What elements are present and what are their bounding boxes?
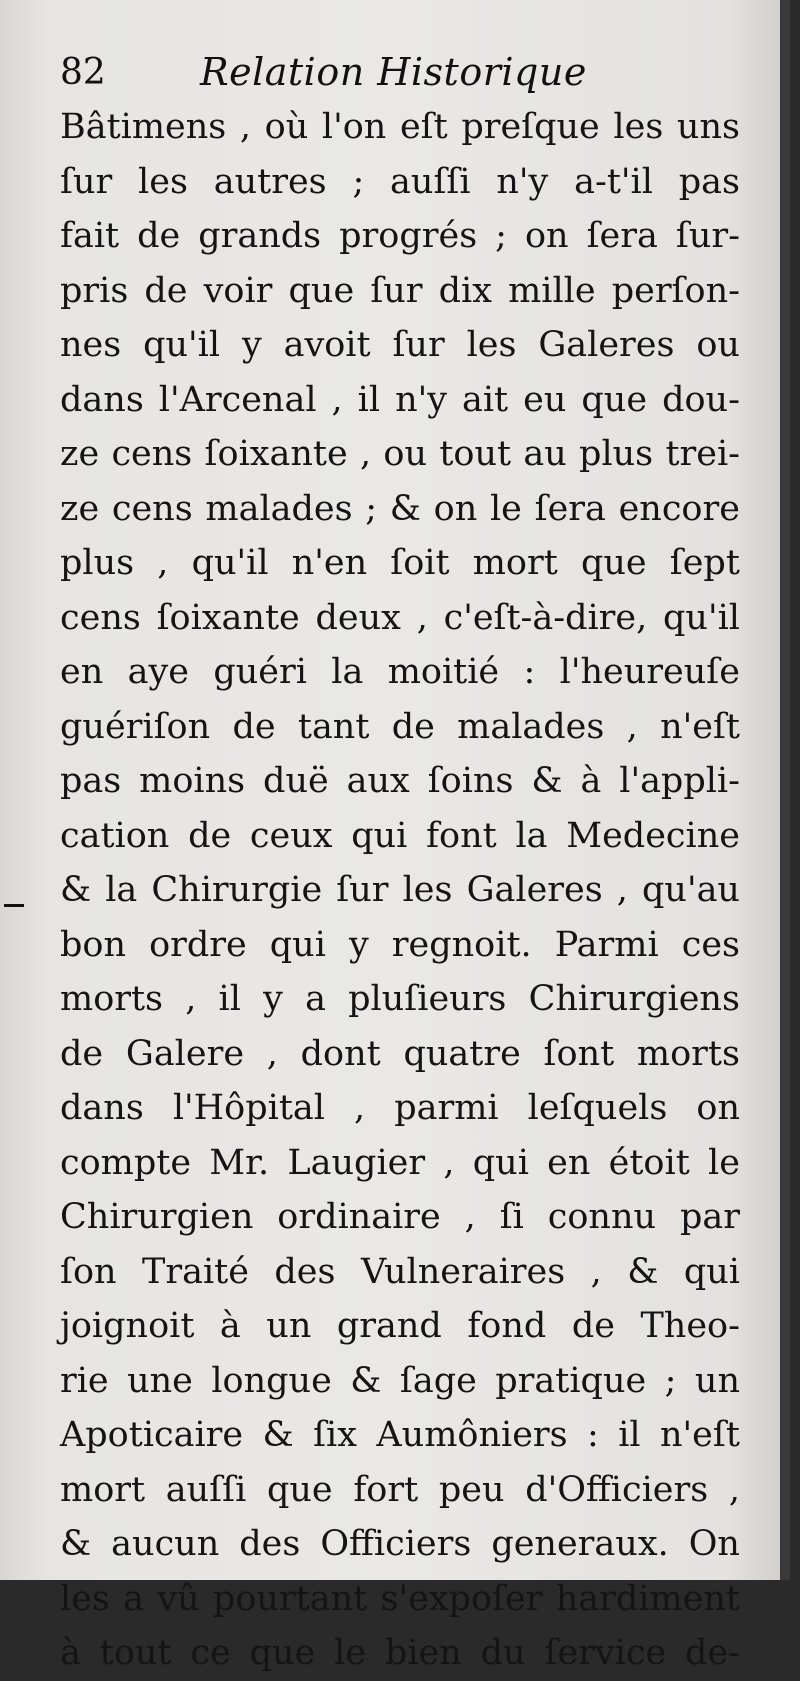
- word: ,: [626, 706, 638, 747]
- word: au: [523, 434, 567, 474]
- text-line: [60, 1354, 740, 1409]
- word: qu'il: [191, 543, 269, 583]
- word: n'eſt: [660, 1415, 740, 1455]
- word: ces: [681, 924, 740, 965]
- word: ze: [60, 488, 100, 529]
- word: Aumôniers: [376, 1415, 568, 1455]
- word: à: [60, 1633, 81, 1673]
- word: ou: [383, 434, 428, 474]
- word: joignoit: [60, 1306, 195, 1346]
- word: pas: [678, 161, 740, 202]
- word: Galeres: [538, 325, 675, 365]
- word: à: [580, 761, 602, 801]
- word: ſoins: [427, 761, 514, 801]
- word: mort: [472, 543, 558, 583]
- word: ait: [462, 379, 509, 420]
- word: Chirurgien: [60, 1197, 254, 1237]
- word: ,: [185, 979, 197, 1019]
- word: mort: [60, 1469, 146, 1510]
- word: encore: [618, 488, 740, 529]
- word: ſur-: [675, 216, 740, 256]
- word: ſi: [499, 1197, 524, 1237]
- word: les: [60, 1578, 110, 1619]
- word: que: [581, 379, 648, 420]
- word: bien: [384, 1633, 462, 1673]
- word: de: [571, 1306, 615, 1346]
- word: de: [232, 706, 276, 747]
- page-header: [60, 48, 700, 100]
- word: pris: [60, 270, 129, 311]
- text-line: [60, 863, 740, 918]
- word: :: [587, 1415, 599, 1455]
- word: des: [239, 1524, 301, 1564]
- word: le: [708, 1142, 740, 1183]
- word: voir: [203, 270, 273, 311]
- word: à: [219, 1306, 241, 1346]
- word: auſſi: [390, 161, 471, 202]
- text-line: [60, 918, 740, 973]
- word: ſera: [534, 488, 606, 529]
- word: morts: [636, 1033, 740, 1074]
- text-line: [60, 1027, 740, 1082]
- word: qui: [683, 1251, 740, 1292]
- word: regnoit.: [391, 924, 532, 965]
- word: en: [547, 1142, 591, 1183]
- running-title: Relation Historique: [200, 50, 587, 94]
- text-line: [60, 318, 740, 373]
- word: On: [688, 1524, 740, 1564]
- word: ,: [331, 379, 343, 420]
- word: guériſon: [60, 706, 211, 747]
- word: l'Hôpital: [172, 1088, 325, 1128]
- word: Galeres: [466, 870, 603, 910]
- word: dont: [300, 1033, 381, 1074]
- word: le: [334, 1633, 367, 1673]
- word: les: [613, 107, 664, 147]
- word: Bâtimens: [60, 107, 227, 147]
- word: plus: [579, 434, 654, 474]
- word: Chirurgiens: [528, 979, 740, 1019]
- text-line: [60, 1408, 740, 1463]
- word: on: [433, 488, 478, 529]
- word: &: [350, 1360, 382, 1401]
- word: cens: [111, 488, 193, 529]
- word: il: [357, 379, 381, 420]
- word: qu'au: [642, 870, 740, 910]
- word: aux: [346, 761, 410, 801]
- word: ſoixante: [156, 597, 300, 638]
- word: fond: [467, 1306, 547, 1346]
- word: n'eſt: [660, 706, 740, 747]
- word: les: [138, 161, 188, 202]
- text-line: [60, 373, 740, 428]
- word: Laugier: [287, 1142, 426, 1183]
- text-line: [60, 482, 740, 537]
- word: de: [144, 270, 188, 311]
- word: de: [391, 706, 435, 747]
- word: ſur: [60, 161, 113, 202]
- page-number: 82: [60, 52, 106, 93]
- word: le: [489, 488, 522, 529]
- word: ſix: [313, 1415, 357, 1455]
- margin-mark: [4, 904, 24, 907]
- word: les: [466, 325, 517, 365]
- word: c'eſt-à-dire,: [443, 597, 648, 638]
- word: l'Arcenal: [158, 379, 317, 420]
- word: leſquels: [527, 1088, 668, 1128]
- text-line: [60, 1299, 740, 1354]
- word: ,: [266, 1033, 278, 1074]
- word: ce: [190, 1633, 231, 1673]
- word: ,: [354, 1088, 366, 1128]
- word: malades: [205, 488, 353, 529]
- word: de-: [685, 1633, 740, 1673]
- word: dans: [60, 1088, 144, 1128]
- word: auſſi: [165, 1469, 247, 1510]
- word: eu: [523, 379, 567, 420]
- word: ;: [495, 216, 507, 256]
- text-line: [60, 1517, 740, 1572]
- word: ſur: [392, 325, 445, 365]
- word: ſoit: [390, 543, 450, 583]
- word: pas: [60, 761, 122, 801]
- word: &: [531, 761, 563, 801]
- word: a-t'il: [574, 161, 653, 202]
- text-line: [60, 591, 740, 646]
- text-line: [60, 972, 740, 1027]
- word: des: [274, 1251, 336, 1292]
- word: longue: [211, 1360, 332, 1401]
- word: ,: [443, 1142, 455, 1183]
- word: ,: [416, 597, 428, 638]
- word: la: [515, 815, 548, 856]
- word: tant: [297, 706, 370, 747]
- word: du: [480, 1633, 526, 1673]
- word: y: [348, 924, 369, 965]
- text-line: [60, 536, 740, 591]
- word: quatre: [403, 1033, 521, 1074]
- word: Traité: [142, 1251, 249, 1292]
- word: a: [305, 979, 326, 1019]
- text-line: [60, 264, 740, 319]
- word: font: [426, 815, 497, 856]
- text-line: [60, 1136, 740, 1191]
- word: qu'il: [663, 597, 740, 638]
- word: generaux.: [491, 1524, 669, 1564]
- word: ordinaire: [277, 1197, 441, 1237]
- text-line: [60, 1190, 740, 1245]
- word: n'y: [496, 161, 549, 202]
- word: une: [127, 1360, 193, 1401]
- word: un: [266, 1306, 312, 1346]
- word: la: [105, 870, 138, 910]
- word: pluſieurs: [348, 979, 507, 1019]
- word: rie: [60, 1360, 109, 1401]
- word: ſont: [543, 1033, 615, 1074]
- word: mille: [508, 270, 596, 311]
- word: Vulneraires: [360, 1251, 566, 1292]
- page-edge-shadow: [780, 0, 790, 1580]
- word: Chirurgie: [151, 870, 323, 910]
- text-line: [60, 1572, 740, 1627]
- text-line: [60, 427, 740, 482]
- text-line: [60, 155, 740, 210]
- word: ſon: [60, 1251, 117, 1292]
- word: Parmi: [554, 924, 659, 965]
- word: bon: [60, 924, 127, 965]
- word: trei-: [665, 434, 740, 474]
- word: de: [188, 815, 232, 856]
- word: &: [389, 488, 421, 529]
- word: Apoticaire: [60, 1415, 244, 1455]
- word: il: [218, 979, 241, 1019]
- word: on: [696, 1088, 740, 1128]
- word: Mr.: [209, 1142, 270, 1183]
- word: moitié: [387, 652, 500, 692]
- word: que: [249, 1633, 316, 1673]
- word: dix: [438, 270, 492, 311]
- word: ,: [359, 434, 372, 474]
- word: Officiers: [320, 1524, 472, 1564]
- word: &: [262, 1415, 294, 1455]
- text-line: [60, 754, 740, 809]
- text-line: [60, 1626, 740, 1681]
- word: Galere: [125, 1033, 245, 1074]
- word: duë: [263, 761, 329, 801]
- word: :: [523, 652, 536, 692]
- word: qui: [269, 924, 326, 965]
- word: y: [263, 979, 283, 1019]
- word: ,: [590, 1251, 602, 1292]
- word: il: [618, 1415, 641, 1455]
- word: de: [137, 216, 181, 256]
- word: ;: [352, 161, 365, 202]
- word: tout: [99, 1633, 172, 1673]
- word: uns: [676, 107, 740, 147]
- word: l'on: [321, 107, 387, 147]
- word: d'Officiers: [525, 1469, 709, 1510]
- text-line: [60, 1463, 740, 1518]
- word: preſque: [461, 107, 600, 147]
- word: plus: [60, 543, 135, 583]
- word: ;: [365, 488, 378, 529]
- word: en: [60, 652, 104, 692]
- word: dou-: [662, 379, 740, 420]
- text-line: [60, 645, 740, 700]
- word: qui: [351, 815, 408, 856]
- word: l'appli-: [619, 761, 740, 801]
- word: ,: [616, 870, 628, 910]
- body-text: [60, 100, 740, 1681]
- word: ſept: [669, 543, 740, 583]
- word: progrés: [339, 216, 478, 256]
- word: on: [524, 216, 569, 256]
- word: fort: [353, 1469, 419, 1510]
- word: ſur: [370, 270, 423, 311]
- text-line: [60, 700, 740, 755]
- word: moins: [139, 761, 246, 801]
- word: parmi: [394, 1088, 499, 1128]
- word: ,: [464, 1197, 476, 1237]
- word: qui: [472, 1142, 529, 1183]
- word: ou: [696, 325, 740, 365]
- word: un: [694, 1360, 740, 1401]
- word: grand: [336, 1306, 442, 1346]
- text-line: [60, 209, 740, 264]
- word: compte: [60, 1142, 192, 1183]
- word: où: [264, 107, 309, 147]
- word: pratique: [495, 1360, 647, 1401]
- word: connu: [547, 1197, 657, 1237]
- word: morts: [60, 979, 164, 1019]
- text-line: [60, 1245, 740, 1300]
- word: les: [402, 870, 453, 910]
- word: eſt: [399, 107, 448, 147]
- word: que: [288, 270, 355, 311]
- word: s'expoſer: [380, 1578, 543, 1619]
- word: ,: [728, 1469, 740, 1510]
- word: cation: [60, 815, 170, 856]
- word: que: [580, 543, 647, 583]
- word: par: [679, 1197, 740, 1237]
- word: autres: [213, 161, 327, 202]
- word: deux: [315, 597, 401, 638]
- word: que: [266, 1469, 333, 1510]
- word: étoit: [608, 1142, 690, 1183]
- word: fait: [60, 216, 120, 256]
- word: malades: [457, 706, 605, 747]
- word: la: [331, 652, 364, 692]
- word: pourtant: [212, 1578, 368, 1619]
- word: Medecine: [566, 815, 740, 856]
- word: vû: [157, 1578, 200, 1619]
- word: a: [123, 1578, 145, 1619]
- text-line: [60, 1081, 740, 1136]
- word: hardiment: [555, 1578, 740, 1619]
- word: ſoixante: [204, 434, 348, 474]
- word: &: [627, 1251, 659, 1292]
- word: n'en: [291, 543, 368, 583]
- word: ſera: [586, 216, 658, 256]
- word: &: [60, 1524, 92, 1564]
- word: qu'il: [143, 325, 221, 365]
- word: cens: [111, 434, 193, 474]
- word: ze: [60, 434, 100, 474]
- word: avoit: [283, 325, 371, 365]
- word: aye: [127, 652, 189, 692]
- word: ſage: [399, 1360, 477, 1401]
- word: ,: [157, 543, 169, 583]
- word: &: [60, 870, 92, 910]
- word: l'heureuſe: [559, 652, 740, 692]
- word: perſon-: [611, 270, 740, 311]
- word: ordre: [149, 924, 247, 965]
- word: dans: [60, 379, 144, 420]
- word: de: [60, 1033, 104, 1074]
- word: n'y: [395, 379, 447, 420]
- word: ,: [239, 107, 252, 147]
- word: guéri: [213, 652, 307, 692]
- word: tout: [439, 434, 512, 474]
- word: ſur: [336, 870, 389, 910]
- word: ;: [664, 1360, 677, 1401]
- word: peu: [438, 1469, 505, 1510]
- word: aucun: [111, 1524, 220, 1564]
- word: ſervice: [544, 1633, 667, 1673]
- text-line: [60, 809, 740, 864]
- word: nes: [60, 325, 122, 365]
- word: grands: [198, 216, 322, 256]
- word: cens: [60, 597, 141, 638]
- text-line: [60, 100, 740, 155]
- word: ceux: [249, 815, 333, 856]
- word: y: [241, 325, 262, 365]
- word: Theo-: [640, 1306, 740, 1346]
